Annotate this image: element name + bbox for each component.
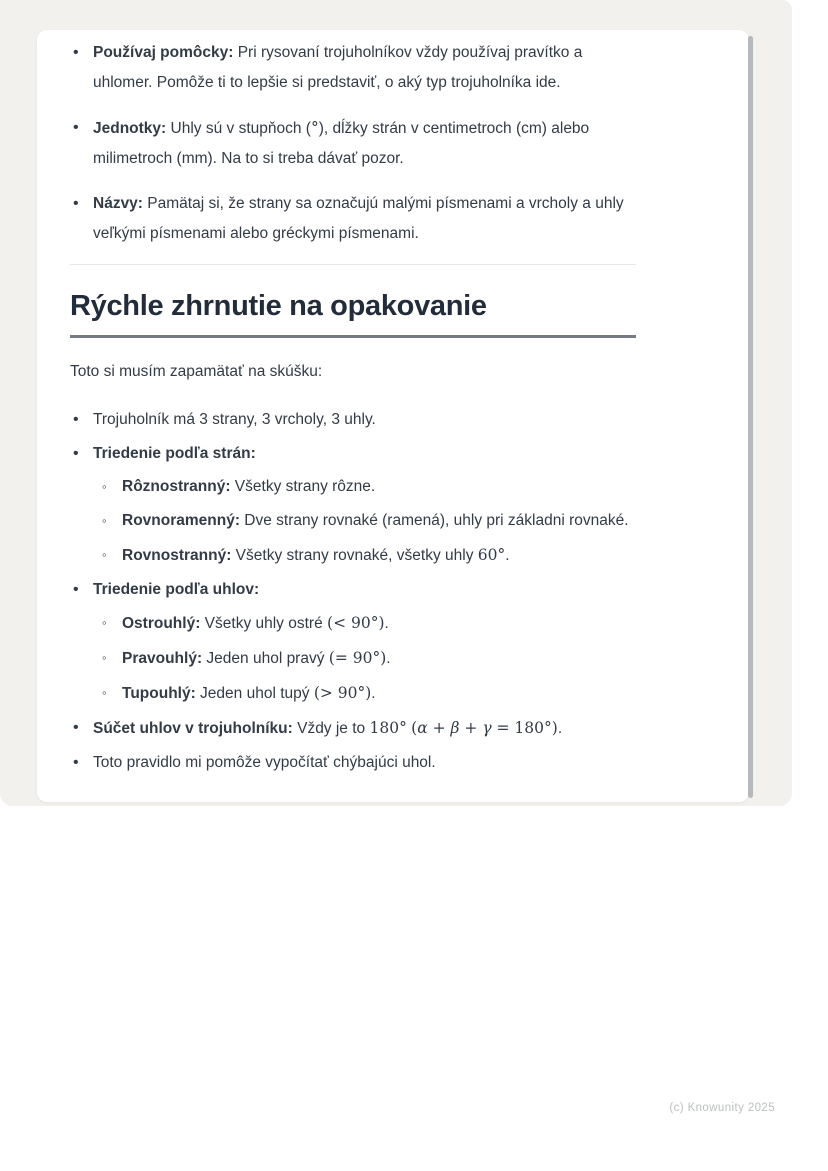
intro-paragraph: Toto si musím zapamätať na skúšku: <box>70 363 323 380</box>
text-segment: Tupouhlý: <box>122 685 196 702</box>
text-segment: + <box>459 719 483 737</box>
text-segment: + <box>427 719 451 737</box>
text-segment: (< 90°) <box>327 614 385 632</box>
list-item <box>70 749 636 777</box>
text-segment: α <box>417 719 428 737</box>
summary-list <box>70 406 636 777</box>
text-segment: Jeden uhol pravý <box>202 650 329 667</box>
text-segment: . <box>386 650 391 667</box>
text-segment: Pamätaj si, že strany sa označujú malými písmenami a vrcholy a uhly veľkými písmenami alebo gréckymi písmenami. <box>93 195 624 242</box>
nested-list-item <box>93 609 636 638</box>
text-segment: Používaj pomôcky: <box>93 44 234 61</box>
nested-list <box>93 609 636 708</box>
list-item <box>70 576 636 708</box>
section-heading: Rýchle zhrnutie na opakovanie <box>70 289 636 338</box>
text-segment: ° <box>310 119 319 137</box>
list-item <box>70 406 636 434</box>
nested-list-item <box>93 541 636 570</box>
text-segment: Uhly sú v stupňoch ( <box>166 120 311 137</box>
list-item <box>70 113 636 174</box>
text-segment: Vždy je to <box>292 720 370 737</box>
text-segment: ), dĺžky strán v centimetroch (cm) alebo milimetroch (mm). Na to si treba dávať pozor. <box>93 120 590 167</box>
text-segment: Jeden uhol tupý <box>195 685 314 702</box>
text-segment: Všetky strany rovnaké, všetky uhly <box>231 547 478 564</box>
text-segment: . <box>505 547 510 564</box>
text-segment: Všetky uhly ostré <box>200 615 328 632</box>
text-segment: Súčet uhlov v trojuholníku: <box>93 720 293 737</box>
text-segment: Všetky strany rôzne. <box>230 478 376 495</box>
nested-list-item <box>93 679 636 708</box>
text-segment: . <box>384 615 389 632</box>
text-segment: Rovnoramenný: <box>122 512 240 529</box>
text-segment: Rovnostranný: <box>122 547 232 564</box>
nested-list <box>93 473 636 570</box>
text-segment: (= 90°) <box>328 649 387 667</box>
text-segment: Trojuholník má 3 strany, 3 vrcholy, 3 uhly. <box>93 411 376 428</box>
text-segment: Názvy: <box>93 195 143 212</box>
list-item <box>70 440 636 570</box>
text-segment: 180° <box>369 719 407 737</box>
text-segment: β <box>450 719 460 737</box>
text-segment: Toto pravidlo mi pomôže vypočítať chýbajúci uhol. <box>93 754 436 771</box>
text-segment: Triedenie podľa uhlov: <box>93 581 260 598</box>
list-item <box>70 38 636 98</box>
text-segment: 60° <box>477 546 506 564</box>
text-segment: (> 90°) <box>313 684 372 702</box>
text-segment: Pri rysovaní trojuholníkov vždy používaj pravítko a uhlomer. Pomôže ti to lepšie si predstaviť, o aký typ trojuholníka ide. <box>93 44 583 91</box>
copyright-footer: (c) Knowunity 2025 <box>669 1102 775 1114</box>
text-segment: Jednotky: <box>93 120 167 137</box>
text-segment: Triedenie podľa strán: <box>93 445 256 462</box>
section-divider <box>70 264 636 265</box>
list-item <box>70 189 636 249</box>
list-item <box>70 714 636 743</box>
document-page <box>37 30 749 802</box>
text-segment: . <box>371 685 376 702</box>
text-segment: Pravouhlý: <box>122 650 203 667</box>
text-segment: Rôznostranný: <box>122 478 231 495</box>
text-segment: = 180°) <box>491 719 558 737</box>
text-segment: ( <box>411 719 418 737</box>
nested-list-item <box>93 644 636 673</box>
page-content <box>37 30 636 777</box>
nested-list-item <box>93 473 636 501</box>
nested-list-item <box>93 507 636 535</box>
text-segment: Dve strany rovnaké (ramená), uhly pri základni rovnaké. <box>240 512 629 529</box>
text-segment: Ostrouhlý: <box>122 615 201 632</box>
tips-list <box>70 38 636 249</box>
text-segment: γ <box>482 719 492 737</box>
text-segment: . <box>557 720 563 737</box>
scrollbar-thumb[interactable] <box>748 36 753 798</box>
